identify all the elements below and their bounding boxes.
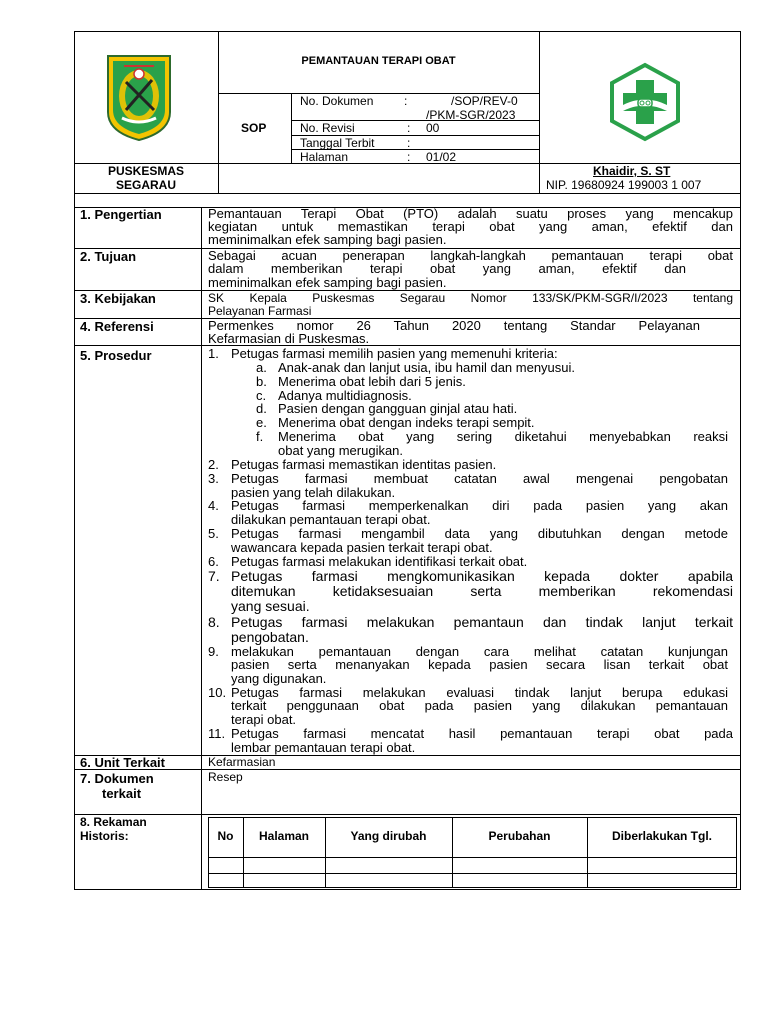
signer-name: Khaidir, S. ST xyxy=(593,164,671,178)
criteria-c-text: Adanya multidiagnosis. xyxy=(278,388,412,403)
criteria-b-number: b. xyxy=(256,374,267,389)
step-9-number: 9. xyxy=(208,644,219,659)
step-3-line-1: Petugas farmasi membuat catatan awal mengenai pengobatan xyxy=(231,471,728,486)
step-8-number: 8. xyxy=(208,614,220,630)
criteria-a-number: a. xyxy=(256,360,267,375)
history-col-no: No xyxy=(217,829,234,843)
signer-nip: NIP. 19680924 199003 1 007 xyxy=(546,178,702,192)
label-kebijakan: 3. Kebijakan xyxy=(80,291,156,306)
issue-date-label: Tanggal Terbit xyxy=(300,136,375,150)
header-divider-right xyxy=(539,31,540,193)
step-1-line-1: Petugas farmasi memilih pasien yang memenuhi kriteria: xyxy=(231,346,558,361)
step-3-number: 3. xyxy=(208,471,219,486)
step-5-number: 5. xyxy=(208,526,219,541)
label-prosedur: 5. Prosedur xyxy=(80,348,152,363)
criteria-d-text: Pasien dengan gangguan ginjal atau hati. xyxy=(278,401,518,416)
tujuan-line-3: meminimalkan efek samping bagi pasien. xyxy=(208,275,447,290)
criteria-f-line-1: Menerima obat yang sering diketahui menyebabkan reaksi xyxy=(278,429,728,444)
history-col-line-3 xyxy=(452,817,453,888)
page-label: Halaman xyxy=(300,150,349,164)
step-9-line-1: melakukan pemantauan dengan cara melihat catatan kunjungan xyxy=(231,644,728,659)
issue-date-colon: : xyxy=(407,136,411,150)
step-5-line-1: Petugas farmasi mengambil data yang dibutuhkan dengan metode xyxy=(231,526,728,541)
history-table-header-line xyxy=(208,857,737,858)
doc-number-label: No. Dokumen xyxy=(300,94,374,108)
step-10-number: 10. xyxy=(208,685,227,700)
label-tujuan: 2. Tujuan xyxy=(80,249,137,264)
criteria-f-line-2: obat yang merugikan. xyxy=(278,443,404,458)
label-referensi: 4. Referensi xyxy=(80,319,154,334)
step-11-line-2: lembar pemantauan terapi obat. xyxy=(231,740,416,755)
pengertian-line-3: meminimalkan efek samping bagi pasien. xyxy=(208,232,447,247)
step-8-line-2: pengobatan. xyxy=(231,629,309,645)
pengertian-line-2: kegiatan untuk memastikan terapi obat yang aman, efektif dan xyxy=(208,219,733,234)
step-8-line-1: Petugas farmasi melakukan pemantaun dan tindak lanjut terkait xyxy=(231,614,733,630)
step-10-line-2: terkait penggunaan obat pada pasien yang dilakukan pemantauan xyxy=(231,698,728,713)
row-line-5 xyxy=(74,755,741,756)
criteria-b-text: Menerima obat lebih dari 5 jenis. xyxy=(278,374,466,389)
criteria-c-number: c. xyxy=(256,388,267,403)
step-9-line-2: pasien serta menanyakan kepada pasien secara lisan terkait obat xyxy=(231,657,728,672)
criteria-e-text: Menerima obat dengan indeks terapi sempit. xyxy=(278,415,535,430)
history-col-yang-dirubah: Yang dirubah xyxy=(350,829,427,843)
sop-label: SOP xyxy=(241,121,267,135)
step-5-line-2: wawancara kepada pasien terkait terapi obat. xyxy=(231,540,493,555)
step-4-number: 4. xyxy=(208,498,219,513)
step-7-line-2: ditemukan ketidaksesuaian serta memberikan rekomendasi xyxy=(231,583,733,599)
dokumen-terkait-value: Resep xyxy=(208,770,243,784)
label-pengertian: 1. Pengertian xyxy=(80,207,162,222)
history-col-line-1 xyxy=(243,817,244,888)
step-2-line-1: Petugas farmasi memastikan identitas pasien. xyxy=(231,457,497,472)
criteria-f-number: f. xyxy=(256,429,264,444)
step-2-number: 2. xyxy=(208,457,219,472)
doc-number-colon: : xyxy=(404,94,408,108)
tujuan-line-2: dalam memberikan terapi obat yang aman, efektif dan xyxy=(208,261,686,276)
kebijakan-line-1: SK Kepala Puskesmas Segarau Nomor 133/SK/PKM-SGR/I/2023 tentang xyxy=(208,291,733,305)
referensi-line-1: Permenkes nomor 26 Tahun 2020 tentang Standar Pelayanan xyxy=(208,318,700,333)
header-divider-mid xyxy=(291,93,292,163)
criteria-d-number: d. xyxy=(256,401,267,416)
revision-value: 00 xyxy=(426,121,440,135)
history-col-diberlakukan: Diberlakukan Tgl. xyxy=(611,829,713,843)
history-col-perubahan: Perubahan xyxy=(488,829,551,843)
step-11-line-1: Petugas farmasi mencatat hasil pemantauan terapi obat pada xyxy=(231,726,733,741)
step-4-line-1: Petugas farmasi memperkenalkan diri pada pasien yang akan xyxy=(231,498,728,513)
history-col-halaman: Halaman xyxy=(258,829,310,843)
regional-emblem-logo xyxy=(104,52,174,142)
tujuan-line-1: Sebagai acuan penerapan langkah-langkah pemantauan terapi obat xyxy=(208,248,733,263)
org-name-line2: SEGARAU xyxy=(115,178,176,192)
row-line-6 xyxy=(74,769,741,770)
step-7-line-3: yang sesuai. xyxy=(231,598,310,614)
puskesmas-logo xyxy=(605,62,685,142)
step-7-line-1: Petugas farmasi mengkomunikasikan kepada dokter apabila xyxy=(231,568,733,584)
doc-number-value: /SOP/REV-0 xyxy=(451,94,518,108)
step-4-line-2: dilakukan pemantauan terapi obat. xyxy=(231,512,431,527)
step-10-line-3: terapi obat. xyxy=(231,712,297,727)
doc-number-value-2: /PKM-SGR/2023 xyxy=(426,108,516,122)
step-11-number: 11. xyxy=(208,726,226,741)
step-3-line-2: pasien yang telah dilakukan. xyxy=(231,485,396,500)
unit-terkait-value: Kefarmasian xyxy=(208,755,276,769)
header-end-line xyxy=(74,193,741,194)
history-table xyxy=(208,817,737,888)
revision-colon: : xyxy=(407,121,411,135)
body-col-divider xyxy=(201,207,202,890)
row-line-7 xyxy=(74,814,741,815)
criteria-a-text: Anak-anak dan lanjut usia, ibu hamil dan menyusui. xyxy=(278,360,576,375)
org-name-line1: PUSKESMAS xyxy=(107,164,184,178)
step-10-line-1: Petugas farmasi melakukan evaluasi tindak lanjut berupa edukasi xyxy=(231,685,728,700)
step-6-number: 6. xyxy=(208,554,219,569)
step-9-line-3: yang digunakan. xyxy=(231,671,327,686)
history-table-row-line-1 xyxy=(208,873,737,874)
revision-label: No. Revisi xyxy=(300,121,355,135)
step-6-line-1: Petugas farmasi melakukan identifikasi terkait obat. xyxy=(231,554,528,569)
pengertian-line-1: Pemantauan Terapi Obat (PTO) adalah suatu proses yang mencakup xyxy=(208,206,733,221)
step-7-number: 7. xyxy=(208,568,220,584)
step-1-number: 1. xyxy=(208,346,219,361)
label-dokumen-terkait-1: 7. Dokumen xyxy=(80,771,154,786)
referensi-line-2: Kefarmasian di Puskesmas. xyxy=(208,331,370,346)
history-col-line-2 xyxy=(325,817,326,888)
criteria-e-number: e. xyxy=(256,415,267,430)
label-unit-terkait: 6. Unit Terkait xyxy=(80,755,166,770)
page-colon: : xyxy=(407,150,411,164)
history-col-line-4 xyxy=(587,817,588,888)
kebijakan-line-2: Pelayanan Farmasi xyxy=(208,304,312,318)
label-dokumen-terkait-2: terkait xyxy=(102,786,142,801)
label-rekaman-2: Historis: xyxy=(80,829,129,843)
document-title: PEMANTAUAN TERAPI OBAT xyxy=(301,55,456,67)
label-rekaman-1: 8. Rekaman xyxy=(80,815,147,829)
page-value: 01/02 xyxy=(426,150,457,164)
